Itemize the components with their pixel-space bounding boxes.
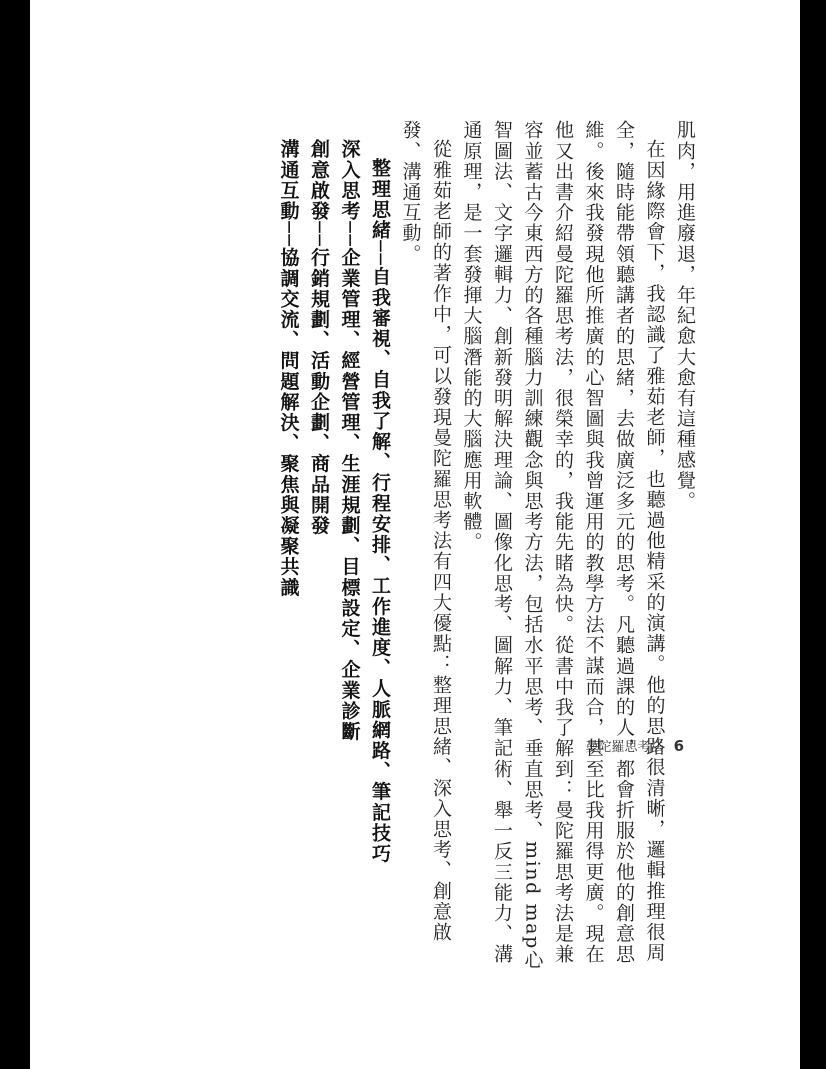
advantage-detail: 企業管理、經營管理、生涯規劃、目標設定、企業診斷	[338, 247, 361, 742]
advantage-term: 創意啟發	[308, 139, 330, 222]
dash: ──	[277, 221, 300, 248]
advantage-item	[334, 120, 365, 980]
dash: ──	[308, 221, 330, 248]
book-title: 曼陀羅思考法	[585, 740, 664, 755]
advantage-item	[273, 120, 304, 980]
advantage-item	[365, 139, 396, 980]
advantage-detail: 自我審視、自我了解、行程安排、工作進度、人脈網路、筆記技巧	[369, 266, 391, 864]
page-footer	[586, 736, 684, 755]
dash: ──	[369, 240, 391, 267]
paragraph-2: 在因緣際會下，我認識了雅茹老師，也聽過他精采的演講。他的思路很清晰，邏輯推理很周全，隨時能帶領聽講者的思緒，去做廣泛多元的思考。凡聽過課的人，都會折服於他的創意思維。後來我發現他所推廣的心智圖與我曾運用的教學方法不謀而合，甚至比我用得更廣。現在他又出書介紹曼陀羅思考法，很榮幸的，我能先睹為快。從書中我了解到：曼陀羅思考法是兼容並蓄古今東西方的各種腦力訓練觀念與思考方法，包括水平思考、垂直思考、mind map心智圖法、文字邏輯力、創新發明解決理論、圖像化思考、圖解力、筆記術、舉一反三能力、溝通原理，是一套發揮大腦潛能的大腦應用軟體。	[460, 120, 666, 971]
advantage-detail: 行銷規劃、活動企劃、商品開發	[308, 247, 330, 536]
paragraph-1: 肌肉，用進廢退，年紀愈大愈有這種感覺。	[674, 120, 696, 512]
body-text	[180, 120, 700, 980]
advantage-term: 溝通互動	[277, 139, 300, 222]
advantage-term: 深入思考	[338, 139, 361, 222]
page-number: 6	[673, 737, 684, 755]
dash: ──	[338, 221, 361, 248]
advantage-item	[304, 120, 335, 980]
book-page	[30, 0, 800, 1069]
advantage-detail: 協調交流、問題解決、聚焦與凝聚共識	[277, 247, 300, 598]
paragraph-3: 從雅茹老師的著作中，可以發現曼陀羅思考法有四大優點：整理思緒、深入思考、創意啟發、溝通互動。	[399, 120, 452, 943]
advantage-term: 整理思緒	[369, 158, 391, 241]
